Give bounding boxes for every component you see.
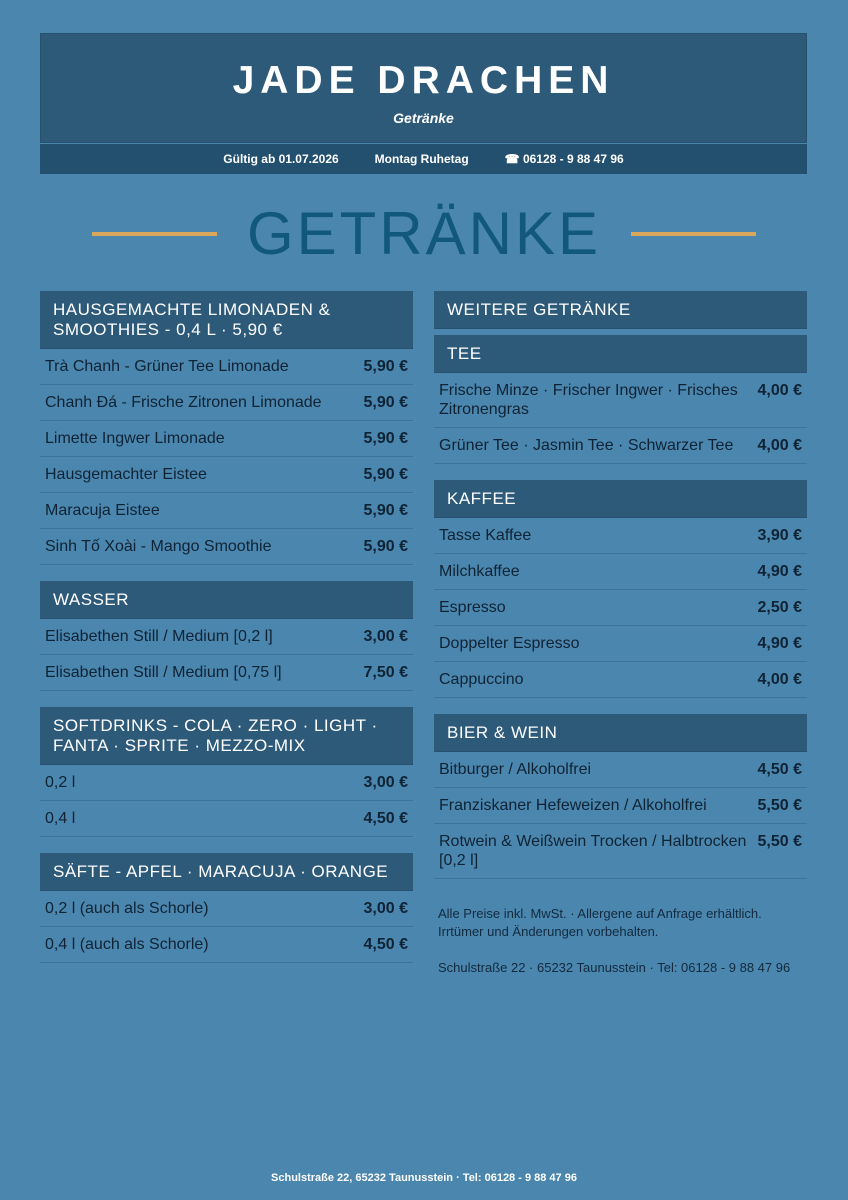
menu-item [40, 493, 413, 529]
footer: Schulstraße 22, 65232 Taunusstein · Tel: 06128 - 9 88 47 96 [271, 1172, 577, 1184]
item-price: 4,50 € [363, 810, 408, 827]
info-bar [40, 144, 807, 174]
item-name: Espresso [439, 599, 506, 616]
item-name: Elisabethen Still / Medium [0,75 l] [45, 664, 282, 681]
item-name: Chanh Đá - Frische Zitronen Limonade [45, 394, 322, 411]
menu-item [40, 765, 413, 801]
menu-item [40, 349, 413, 385]
menu-item [434, 752, 807, 788]
item-price: 4,50 € [363, 936, 408, 953]
menu-item [434, 428, 807, 464]
section-title: BIER & WEIN [434, 714, 807, 752]
section-limonaden [40, 291, 413, 565]
menu-item [40, 619, 413, 655]
menu-item [40, 385, 413, 421]
menu-item [40, 529, 413, 565]
menu-item [434, 373, 807, 428]
item-name: Limette Ingwer Limonade [45, 430, 225, 447]
menu-item [434, 788, 807, 824]
section-saefte [40, 853, 413, 963]
menu-item [40, 891, 413, 927]
item-name: 0,2 l [45, 774, 76, 791]
notes [434, 895, 807, 977]
item-price: 5,90 € [363, 430, 408, 447]
section-softdrinks [40, 707, 413, 837]
section-tee [434, 335, 807, 464]
section-title: SOFTDRINKS - COLA · ZERO · LIGHT · FANTA · SPRITE · MEZZO-MIX [40, 707, 413, 765]
right-column [434, 291, 807, 995]
menu-item [434, 626, 807, 662]
page-title-block [0, 198, 848, 270]
item-price: 5,90 € [363, 466, 408, 483]
item-name: Elisabethen Still / Medium [0,2 l] [45, 628, 273, 645]
menu-item [434, 518, 807, 554]
section-title: SÄFTE - APFEL · MARACUJA · ORANGE [40, 853, 413, 891]
item-price: 3,00 € [363, 900, 408, 917]
item-name: 0,2 l (auch als Schorle) [45, 900, 209, 917]
header [40, 33, 807, 143]
item-price: 4,90 € [757, 563, 802, 580]
item-price: 5,90 € [363, 394, 408, 411]
item-name: Doppelter Espresso [439, 635, 580, 652]
page-title: GETRÄNKE [246, 200, 602, 267]
section-title: KAFFEE [434, 480, 807, 518]
item-price: 5,90 € [363, 538, 408, 555]
item-name: Grüner Tee · Jasmin Tee · Schwarzer Tee [439, 437, 734, 454]
valid-date: Gültig ab 01.07.2026 [223, 152, 339, 166]
item-price: 4,00 € [757, 671, 802, 688]
brand-title: JADE DRACHEN [232, 59, 615, 102]
item-price: 2,50 € [757, 599, 802, 616]
item-price: 3,90 € [757, 527, 802, 544]
menu-item [40, 421, 413, 457]
item-price: 5,90 € [363, 502, 408, 519]
item-name: Rotwein & Weißwein Trocken / Halbtrocken [0,2 l] [439, 833, 747, 869]
item-name: Sinh Tố Xoài - Mango Smoothie [45, 538, 272, 555]
item-name: Maracuja Eistee [45, 502, 160, 519]
item-price: 4,00 € [757, 382, 802, 399]
item-name: Trà Chanh - Grüner Tee Limonade [45, 358, 289, 375]
address-note: Schulstraße 22 · 65232 Taunusstein · Tel: 06128 - 9 88 47 96 [438, 960, 791, 975]
item-name: Frische Minze · Frischer Ingwer · Frisches Zitronengras [439, 382, 738, 418]
section-title: WASSER [40, 581, 413, 619]
item-price: 7,50 € [363, 664, 408, 681]
item-name: 0,4 l (auch als Schorle) [45, 936, 209, 953]
menu-item [434, 662, 807, 698]
section-bier-wein [434, 714, 807, 879]
item-price: 4,00 € [757, 437, 802, 454]
section-title: TEE [434, 335, 807, 373]
closed-day: Montag Ruhetag [374, 152, 469, 166]
title-rule-left [92, 232, 217, 236]
section-kaffee [434, 480, 807, 698]
section-title: HAUSGEMACHTE LIMONADEN & SMOOTHIES - 0,4 L · 5,90 € [40, 291, 413, 349]
item-price: 3,00 € [363, 774, 408, 791]
item-price: 5,50 € [757, 833, 802, 850]
item-price: 4,50 € [757, 761, 802, 778]
menu-item [434, 590, 807, 626]
price-note: Alle Preise inkl. MwSt. · Allergene auf Anfrage erhältlich. Irrtümer und Änderungen vorbehalten. [438, 906, 762, 939]
item-name: Tasse Kaffee [439, 527, 532, 544]
brand-subtitle: Getränke [393, 110, 454, 126]
item-name: Bitburger / Alkoholfrei [439, 761, 592, 778]
item-name: Franziskaner Hefeweizen / Alkoholfrei [439, 797, 707, 814]
item-price: 4,90 € [757, 635, 802, 652]
item-name: Hausgemachter Eistee [45, 466, 207, 483]
item-name: 0,4 l [45, 810, 76, 827]
section-wasser [40, 581, 413, 691]
menu-item [40, 801, 413, 837]
item-name: Milchkaffee [439, 563, 520, 580]
item-price: 5,50 € [757, 797, 802, 814]
item-price: 5,90 € [363, 358, 408, 375]
title-rule-right [631, 232, 756, 236]
menu-item [434, 824, 807, 879]
menu-item [434, 554, 807, 590]
section-title-weitere: WEITERE GETRÄNKE [434, 291, 807, 329]
left-column [40, 291, 413, 979]
phone-number: ☎ 06128 - 9 88 47 96 [504, 152, 624, 166]
menu-item [40, 655, 413, 691]
item-price: 3,00 € [363, 628, 408, 645]
menu-item [40, 927, 413, 963]
item-name: Cappuccino [439, 671, 524, 688]
menu-item [40, 457, 413, 493]
